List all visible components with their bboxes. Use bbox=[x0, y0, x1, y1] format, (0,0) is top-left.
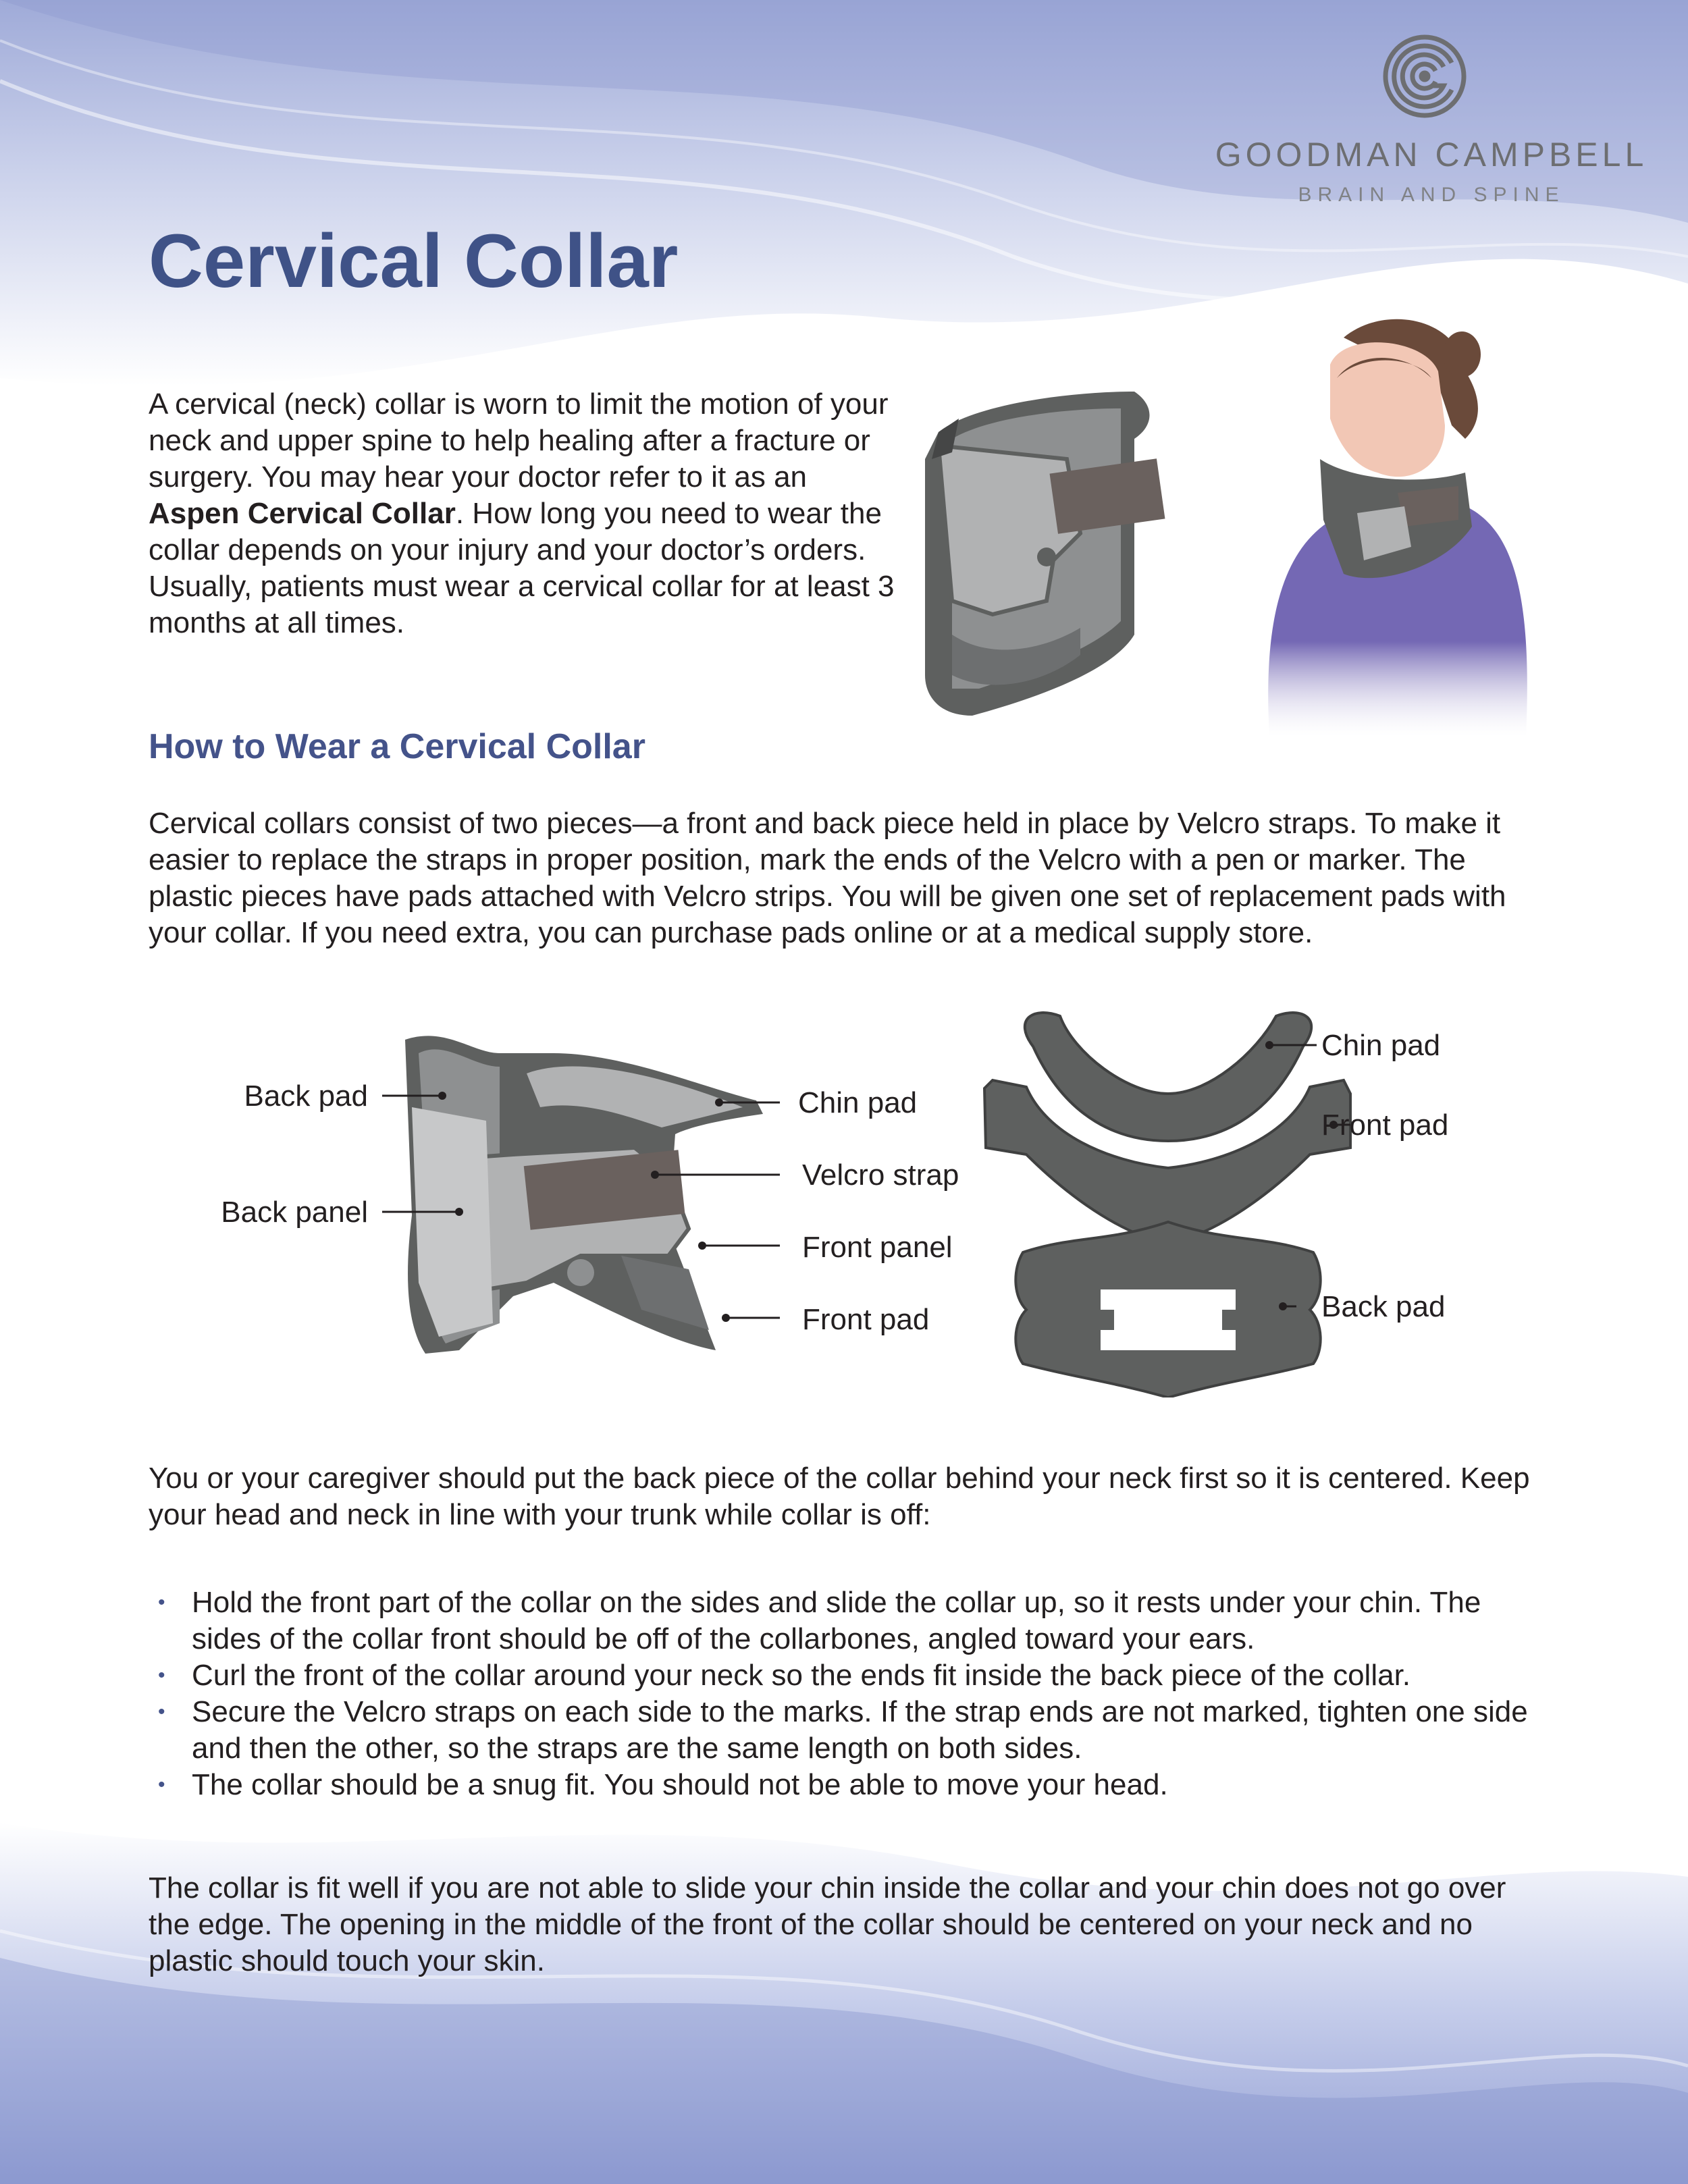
bullet-marker: • bbox=[158, 1591, 165, 1614]
list-item-text: Hold the front part of the collar on the sides and slide the collar up, so it rests under your chin. The sides of the collar front should be off of the collarbones, angled toward your ears. bbox=[192, 1586, 1481, 1655]
instructions-intro-paragraph: You or your caregiver should put the back piece of the collar behind your neck first so it is centered. Keep your head and neck in line with your trunk while collar is off: bbox=[149, 1462, 1530, 1531]
intro-text-start: A cervical (neck) collar is worn to limit the motion of your neck and upper spine to help healing after a fracture or surgery. You may hear your doctor refer to it as an bbox=[149, 388, 889, 494]
brand-name: GOODMAN CAMPBELL bbox=[1215, 136, 1648, 174]
list-item bbox=[149, 1584, 1553, 1657]
intro-paragraph bbox=[149, 386, 905, 641]
replacement-pads-diagram bbox=[972, 999, 1526, 1397]
bullet-marker: • bbox=[158, 1664, 165, 1686]
label-chin-pad: Chin pad bbox=[798, 1086, 918, 1119]
brand-tagline: BRAIN AND SPINE bbox=[1298, 184, 1565, 206]
list-item-text: Curl the front of the collar around your neck so the ends fit inside the back piece of the collar. bbox=[192, 1659, 1411, 1692]
bullet-marker: • bbox=[158, 1701, 165, 1723]
label-front-panel: Front panel bbox=[802, 1231, 953, 1264]
label-front-pad: Front pad bbox=[802, 1303, 930, 1336]
list-item bbox=[149, 1767, 1553, 1803]
list-item-text: The collar should be a snug fit. You should not be able to move your head. bbox=[192, 1768, 1168, 1801]
label-front-pad-right: Front pad bbox=[1321, 1109, 1449, 1142]
bullet-marker: • bbox=[158, 1774, 165, 1796]
assembled-collar-diagram bbox=[203, 1013, 979, 1377]
intro-bold-term: Aspen Cervical Collar bbox=[149, 497, 456, 530]
list-item-text: Secure the Velcro straps on each side to the marks. If the strap ends are not marked, tighten one side and then the other, so the straps are the same length on both sides. bbox=[192, 1695, 1528, 1765]
collar-pieces-paragraph: Cervical collars consist of two pieces—a front and back piece held in place by Velcro straps. To make it easier to replace the straps in proper position, mark the ends of the Velcro with a pen or marker. The plastic pieces have pads attached with Velcro strips. You will be given one set of replacement pads with your collar. If you need extra, you can purchase pads online or at a medical supply store. bbox=[149, 807, 1506, 949]
intro-text-end: . How long you need to wear the collar depends on your injury and your doctor’s orders. Usually, patients must wear a cervical collar for at least 3 months at all times. bbox=[149, 497, 895, 639]
label-back-pad: Back pad bbox=[244, 1080, 368, 1113]
fit-check-paragraph: The collar is fit well if you are not able to slide your chin inside the collar and your chin does not go over the edge. The opening in the middle of the front of the collar should be centered on your neck and no plastic should touch your skin. bbox=[149, 1871, 1506, 1977]
label-back-pad-right: Back pad bbox=[1321, 1290, 1446, 1323]
label-velcro-strap: Velcro strap bbox=[802, 1158, 959, 1192]
page-title: Cervical Collar bbox=[149, 219, 679, 303]
section-heading: How to Wear a Cervical Collar bbox=[149, 727, 645, 766]
label-back-panel: Back panel bbox=[221, 1196, 368, 1229]
list-item bbox=[149, 1657, 1553, 1694]
collar-illustration bbox=[912, 378, 1195, 729]
label-chin-pad-right: Chin pad bbox=[1321, 1029, 1441, 1062]
instructions-list bbox=[149, 1584, 1553, 1803]
patient-illustration bbox=[1242, 304, 1539, 736]
list-item bbox=[149, 1694, 1553, 1767]
